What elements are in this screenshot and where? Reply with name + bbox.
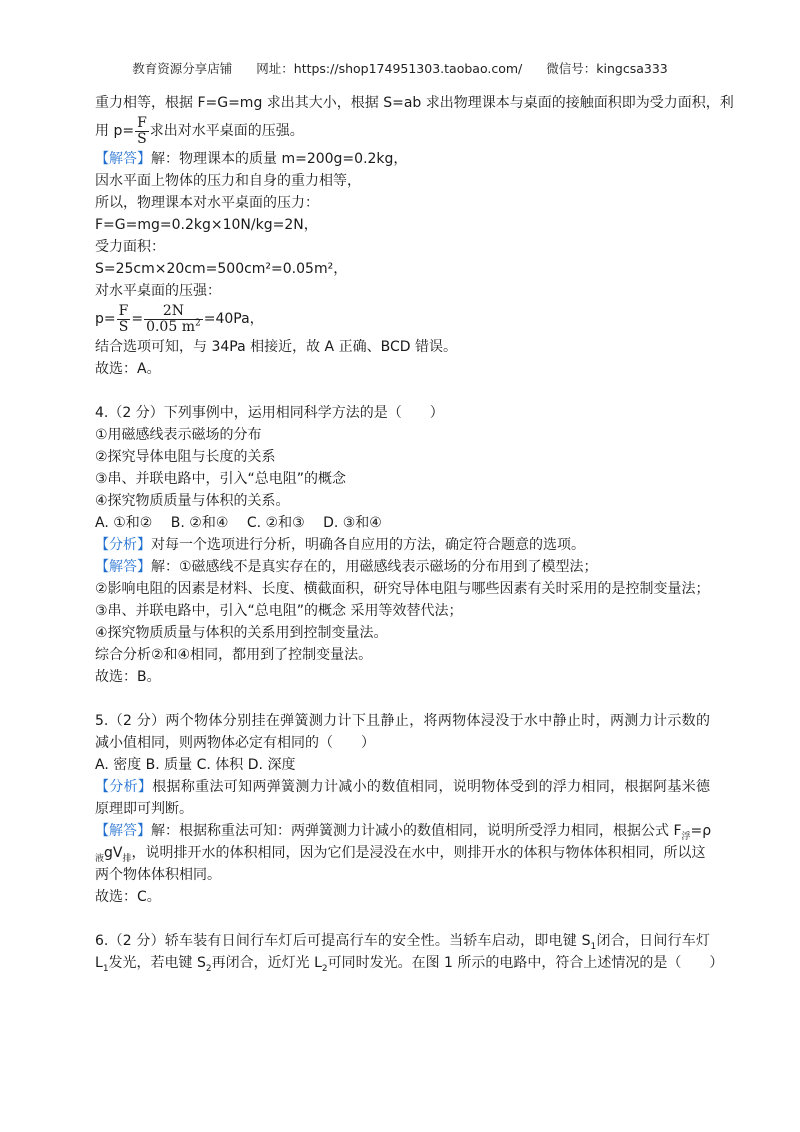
q4-analysis: 【分析】对每一个选项进行分析，明确各自应用的方法，确定符合题意的选项。 — [95, 537, 585, 553]
q5-title-line-2: 减小值相同，则两物体必定有相同的（ ） — [95, 735, 375, 751]
q6-title-line-2: $L_1$发光，若电键 $S_2$再闭合，近灯光 $L_2$可同时发光。在图 1 所示的电路中，符合上述情况的是（ ） — [95, 955, 724, 974]
q4-answer-line-6: 故选：B。 — [95, 669, 161, 685]
q3-answer-line-7: 对水平桌面的压强： — [95, 283, 221, 299]
q5-answer-line-3: 两个物体体积相同。 — [95, 867, 221, 883]
q3-answer-line-4: F=G=mg=0.2kg×10N/kg=2N， — [95, 217, 318, 233]
q3-answer-line-9: 结合选项可知，与 34Pa 相接近，故 A 正确、BCD 错误。 — [95, 339, 457, 355]
q4-item-2: ②探究导体电阻与长度的关系 — [95, 449, 276, 465]
shop-name: 教育资源分享店铺 — [132, 61, 233, 76]
analysis-tag: 【分析】 — [95, 779, 153, 795]
answer-tag: 【解答】 — [95, 559, 151, 575]
q3-answer-line-8: p= $\frac{F}{S}$ = $\frac{2N}{0.05 m^2}$ =40Pa， — [95, 302, 264, 335]
analysis-tag: 【分析】 — [95, 537, 151, 553]
q3-answer-line-2: 因水平面上物体的压力和自身的重力相等， — [95, 173, 361, 189]
q3-analysis-line-2: 用 p= $\frac{F}{S}$ 求出对水平桌面的压强。 — [95, 114, 304, 147]
page-header — [0, 59, 800, 77]
answer-tag: 【解答】 — [95, 151, 151, 167]
q4-answer-line-4: ④探究物质质量与体积的关系用到控制变量法。 — [95, 625, 388, 641]
q3-answer-line-1: 【解答】解：物理课本的质量 m=200g=0.2kg， — [95, 151, 408, 167]
q4-title: 4.（2 分）下列事例中，运用相同科学方法的是（ ） — [95, 405, 444, 421]
answer-tag: 【解答】 — [95, 823, 151, 839]
q3-analysis-line-1: 重力相等，根据 F=G=mg 求出其大小，根据 S=ab 求出物理课本与桌面的接触面积即为受力面积，利 — [95, 95, 734, 111]
shop-url: 网址：https://shop174951303.taobao.com/ — [256, 61, 523, 76]
q4-answer-line-2: ②影响电阻的因素是材料、长度、横截面积，研究导体电阻与哪些因素有关时采用的是控制变量法； — [95, 581, 710, 597]
q5-answer-line-2: $_液gV_排$，说明排开水的体积相同，因为它们是浸没在水中，则排开水的体积与物体体积相同，所以这 — [95, 845, 706, 864]
document-body — [95, 92, 734, 974]
q4-answer-line-1: 【解答】解：①磁感线不是真实存在的，用磁感线表示磁场的分布用到了模型法； — [95, 559, 598, 575]
q3-answer-line-10: 故选：A。 — [95, 361, 161, 377]
q3-answer-line-3: 所以，物理课本对水平桌面的压力： — [95, 195, 319, 211]
q5-analysis-line-1: 【分析】根据称重法可知两弹簧测力计减小的数值相同，说明物体受到的浮力相同，根据阿基米德 — [95, 779, 711, 795]
q5-options: A. 密度 B. 质量 C. 体积 D. 深度 — [95, 757, 296, 773]
q5-title-line-1: 5.（2 分）两个物体分别挂在弹簧测力计下且静止，将两物体浸没于水中静止时，两测力计示数的 — [95, 713, 710, 729]
q5-answer-line-4: 故选：C。 — [95, 889, 161, 905]
q4-answer-line-3: ③串、并联电路中，引入“总电阻”的概念 采用等效替代法； — [95, 603, 463, 619]
q4-item-3: ③串、并联电路中，引入“总电阻”的概念 — [95, 471, 347, 487]
q4-item-4: ④探究物质质量与体积的关系。 — [95, 493, 290, 509]
wechat-id: 微信号：kingcsa333 — [546, 61, 668, 76]
q4-answer-line-5: 综合分析②和④相同，都用到了控制变量法。 — [95, 647, 373, 663]
q3-answer-line-5: 受力面积： — [95, 239, 165, 255]
fraction-2n-over-area: $\frac{2N}{0.05 m^2}$ — [146, 302, 201, 335]
q4-item-1: ①用磁感线表示磁场的分布 — [95, 427, 262, 443]
q5-analysis-line-2: 原理即可判断。 — [95, 801, 193, 817]
fraction-f-over-s: $\frac{F}{S}$ — [118, 302, 129, 335]
q5-answer-line-1: 【解答】解：根据称重法可知：两弹簧测力计减小的数值相同，说明所受浮力相同，根据公式 $F_浮=\rho$ — [95, 823, 712, 842]
q6-title-line-1: 6.（2 分）轿车装有日间行车灯后可提高行车的安全性。当轿车启动，即电键 $S_1$闭合，日间行车灯 — [95, 933, 710, 952]
fraction-f-over-s: $\frac{F}{S}$ — [137, 114, 147, 147]
q4-options: A. ①和② B. ②和④ C. ②和③ D. ③和④ — [95, 515, 382, 531]
q3-answer-line-6: S=25cm×20cm=500cm²=0.05m²， — [95, 261, 348, 277]
